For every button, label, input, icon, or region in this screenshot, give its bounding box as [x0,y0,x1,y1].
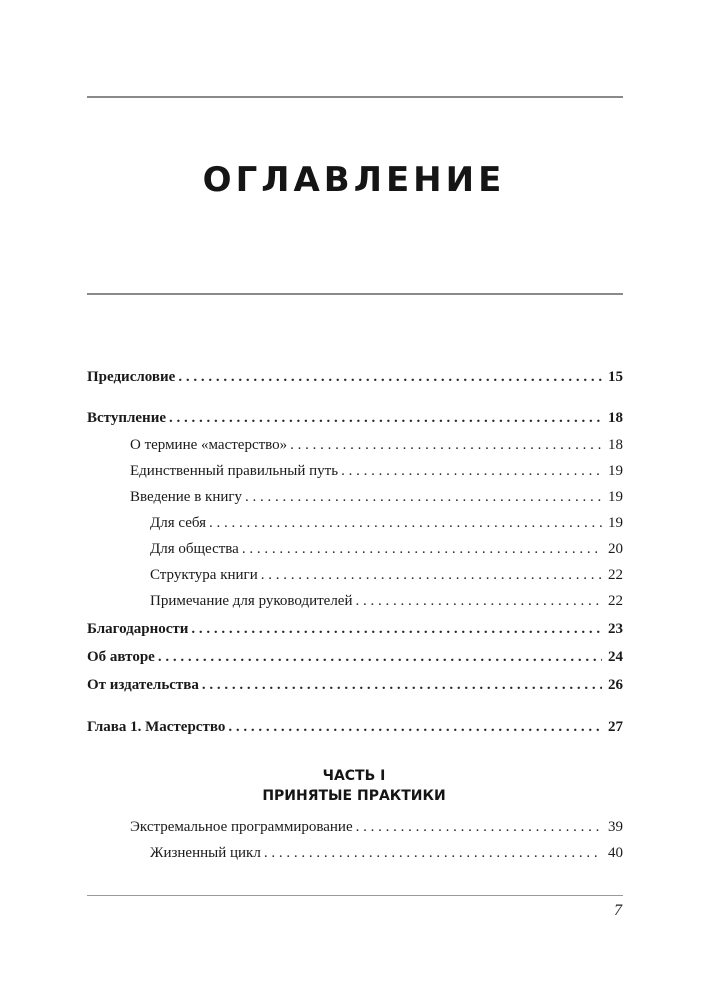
leader-dots [356,816,602,838]
part-number: ЧАСТЬ I [322,768,386,784]
leader-dots [356,590,603,612]
toc-entry[interactable] [150,538,623,560]
toc-entry-label: Введение в книгу [130,489,243,505]
toc-entry-label: О термине «мастерство» [130,437,288,453]
toc-entry-page: 18 [608,410,623,426]
toc-entry-label: Структура книги [150,567,258,583]
toc-entry[interactable] [150,590,623,612]
toc-entry-page: 40 [608,845,623,861]
leader-dots [228,716,602,738]
toc-entry-page: 22 [608,567,623,583]
footer-rule [87,895,623,896]
toc-entry-label: Благодарности [87,621,189,637]
toc-entry-page: 39 [608,819,623,835]
toc-entry-label: Примечание для руководителей [150,593,353,609]
toc-entry[interactable] [130,816,623,838]
toc-entry[interactable] [87,646,623,668]
toc-entry-label: От издательства [87,677,199,693]
toc-entry-label: Экстремальное программирование [130,819,353,835]
leader-dots [245,486,602,508]
leader-dots [178,366,602,388]
toc-entry-page: 19 [608,463,623,479]
toc-entry[interactable] [130,486,623,508]
toc-entry-page: 23 [608,621,623,637]
toc-entry[interactable] [87,618,623,640]
toc-entry[interactable] [130,460,623,482]
leader-dots [158,646,602,668]
title-rule [87,293,623,295]
leader-dots [242,538,602,560]
toc-entry[interactable] [150,564,623,586]
toc-entry[interactable] [87,407,623,429]
toc-entry-label: Об авторе [87,649,155,665]
leader-dots [209,512,602,534]
toc-entry[interactable] [87,716,623,738]
toc-entry-label: Вступление [87,410,166,426]
leader-dots [191,618,602,640]
leader-dots [202,674,602,696]
toc-entry-label: Для себя [150,515,207,531]
toc-entry-label: Жизненный цикл [150,845,261,861]
leader-dots [290,434,602,456]
toc-entry-label: Предисловие [87,369,176,385]
toc-entry[interactable] [130,434,623,456]
page-number: 7 [614,902,622,919]
leader-dots [264,842,602,864]
toc-entry-page: 27 [608,719,623,735]
toc-entry[interactable] [87,366,623,388]
toc-entry-page: 19 [608,489,623,505]
part-title: ПРИНЯТЫЕ ПРАКТИКИ [262,788,446,804]
toc-entry-page: 19 [608,515,623,531]
toc-entry[interactable] [150,512,623,534]
toc-entry-page: 24 [608,649,623,665]
toc-entry-page: 18 [608,437,623,453]
toc-entry-page: 22 [608,593,623,609]
leader-dots [169,407,602,429]
toc-entry-label: Единственный правильный путь [130,463,339,479]
toc-entry[interactable] [87,674,623,696]
toc-entry-page: 15 [608,369,623,385]
toc-entry-page: 20 [608,541,623,557]
leader-dots [261,564,602,586]
top-rule [87,96,623,98]
toc-entry-page: 26 [608,677,623,693]
toc-entry-label: Глава 1. Мастерство [87,719,226,735]
toc-entry[interactable] [150,842,623,864]
toc-entry-label: Для общества [150,541,239,557]
leader-dots [341,460,602,482]
page-title: ОГЛАВЛЕНИЕ [202,160,506,200]
